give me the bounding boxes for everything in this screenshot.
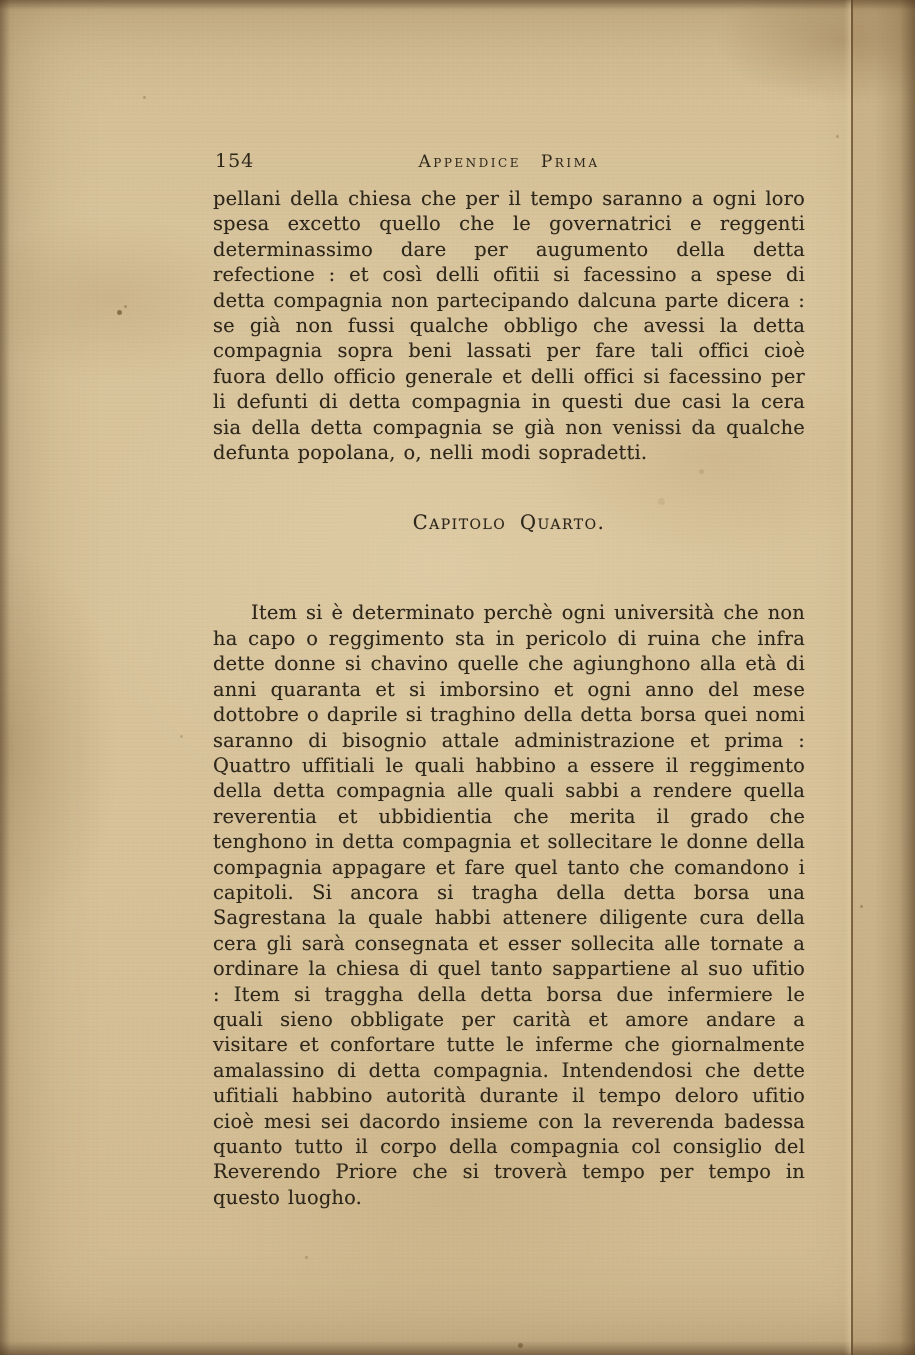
chapter-heading: Capitolo Quarto. <box>412 511 606 535</box>
text-block <box>213 148 805 1210</box>
paragraph-continuation: pellani della chiesa che per il tempo saranno a ogni loro spesa excetto quello che le governatrici e reggenti determinassimo dare per augumento della detta refectione : et così delli ofitii si facessino a spese di detta compagnia non partecipando dalcuna parte dicera : se già non fussi qualche obbligo che avessi la detta compagnia sopra beni lassati per fare tali offici cioè fuora dello officio generale et delli offici si facessino per li defunti di detta compagnia in questi due casi la cera sia della detta compagnia se già non venissi da qualche defunta popolana, o, nelli modi sopradetti. <box>213 187 805 465</box>
page-edge-shadow-left <box>0 0 10 1355</box>
page-number: 154 <box>215 150 255 172</box>
chapter-paragraph: Item si è determinato perchè ogni università che non ha capo o reggimento sta in pericolo di ruina che infra dette donne si chavino quelle che agiunghono alla età di anni quaranta et si imborsino et ogni anno del mese dottobre o daprile si traghino della detta borsa quei nomi saranno di bisognio attale administrazione et prima : Quattro uffitiali le quali habbino a essere il reggimento della detta compagnia alle quali sabbi a rendere quella reverentia et ubbidientia che merita il grado che tenghono in detta compagnia et sollecitare le donne della compagnia appagare et fare quel tanto che comandono i capitoli. Si ancora si tragha della detta borsa una Sagrestana la quale habbi attenere diligente cura della cera gli sarà consegnata et esser sollecita alle tornate a ordinare la chiesa di quel tanto sappartiene al suo ufitio : Item si traggha della detta borsa due infermiere le quali sieno obbligate per carità et amore andare a visitare et confortare tutte le inferme che giornalmente amalassino di detta compagnia. Intendendosi che dette ufitiali habbino autorità durante il tempo deloro ufitio cioè mesi sei dacordo insieme con la reverenda badessa quanto tutto il corpo della compagnia col consiglio del Reverendo Priore che si troverà tempo per tempo in questo luogho. <box>213 601 805 1209</box>
running-title: Appendice Prima <box>418 152 600 172</box>
running-header <box>213 148 805 176</box>
paper-foxing-specks <box>0 0 3 3</box>
page-edge-shadow-bottom <box>0 1341 915 1355</box>
page-edge-crease-right <box>851 0 915 1355</box>
page-edge-shadow-top <box>0 0 915 10</box>
